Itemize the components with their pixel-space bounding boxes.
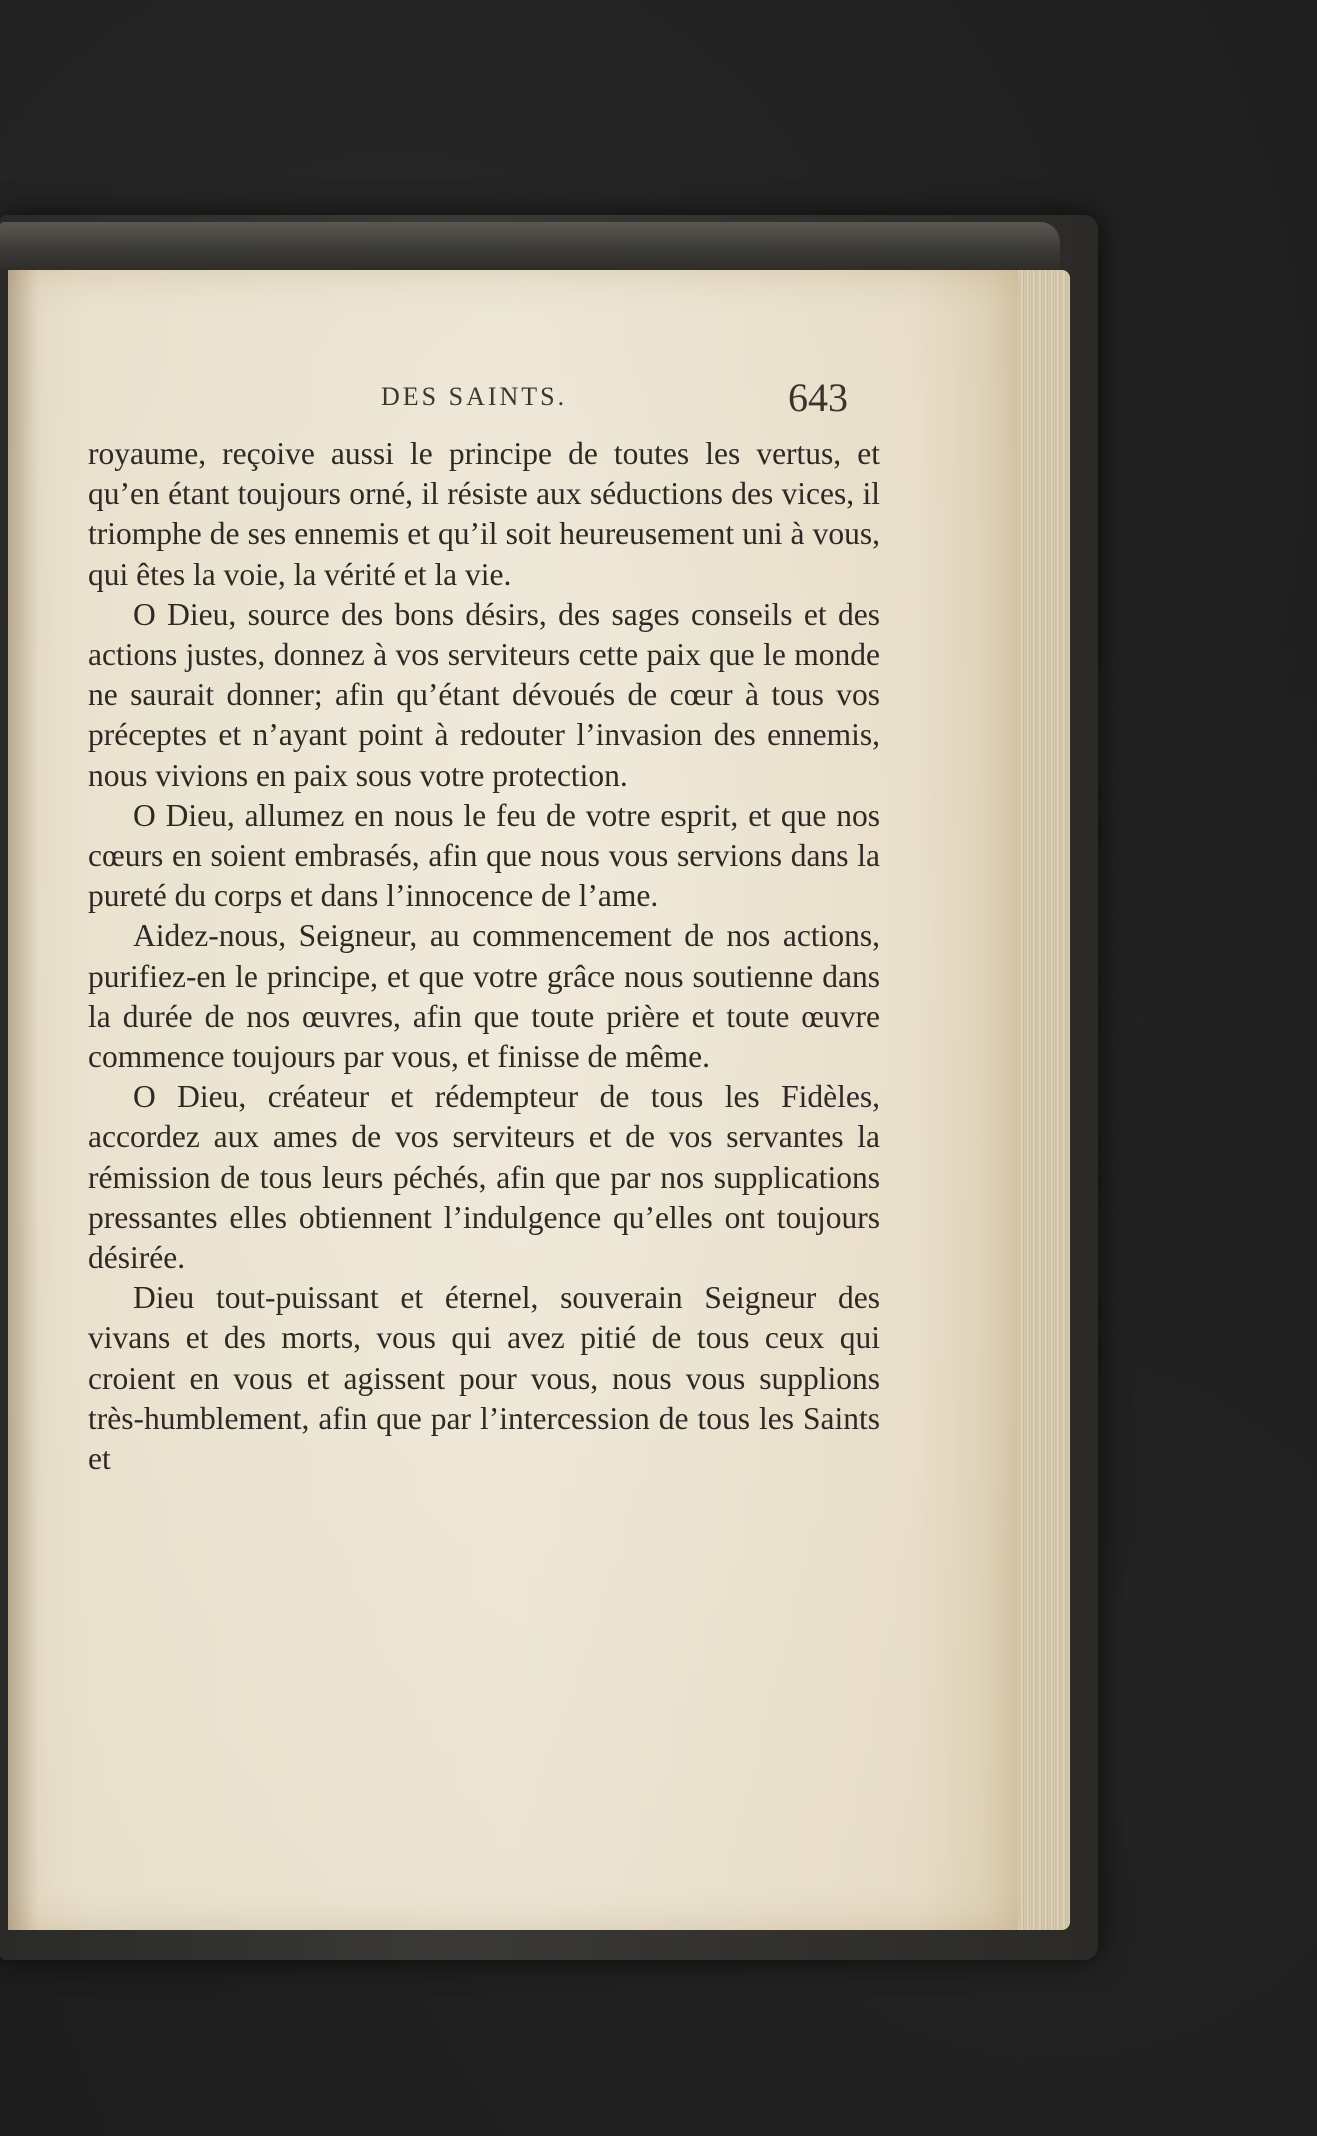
paragraph-5: O Dieu, créateur et rédempteur de tous les Fidèles, accordez aux ames de vos serviteurs et de vos servantes la rémission de tous leurs péchés, afin que par nos supplications pressantes elles obtiennent l’indulgence qu’elles ont toujours désirée. <box>88 1079 880 1276</box>
paragraph-2: O Dieu, source des bons désirs, des sages conseils et des actions justes, donnez à vos serviteurs cette paix que le monde ne saurait donner; afin qu’étant dévoués de cœur à tous vos préceptes et n’ayant point à redouter l’invasion des ennemis, nous vivions en paix sous votre protection. <box>88 596 880 793</box>
page-number: 643 <box>788 375 848 420</box>
paragraph-4: Aidez-nous, Seigneur, au commencement de nos actions, purifiez-en le principe, et que votre grâce nous soutienne dans la durée de nos œuvres, afin que toute prière et toute œuvre commence toujours par vous, et finisse de même. <box>88 918 880 1075</box>
paragraph-6: Dieu tout-puissant et éternel, souverain Seigneur des vivans et des morts, vous qui avez pitié de tous ceux qui croient en vous et agissent pour vous, nous vous supplions très-humblement, afin que par l’intercession de tous les Saints et <box>88 1280 880 1477</box>
paragraph-3: O Dieu, allumez en nous le feu de votre esprit, et que nos cœurs en soient embrasés, afin que nous vous servions dans la pureté du corps et dans l’innocence de l’ame. <box>88 797 880 914</box>
paragraph-1: royaume, reçoive aussi le principe de toutes les vertus, et qu’en étant toujours orné, il résiste aux séductions des vices, il triomphe de ses ennemis et qu’il soit heureusement uni à vous, qui êtes la voie, la vérité et la vie. <box>88 436 880 592</box>
book-page <box>8 270 1018 1930</box>
text-block <box>88 434 880 1479</box>
running-head <box>8 375 1018 422</box>
gutter-shadow <box>8 270 38 1930</box>
running-title: DES SAINTS. <box>381 382 568 411</box>
book-top-edge <box>0 222 1060 270</box>
